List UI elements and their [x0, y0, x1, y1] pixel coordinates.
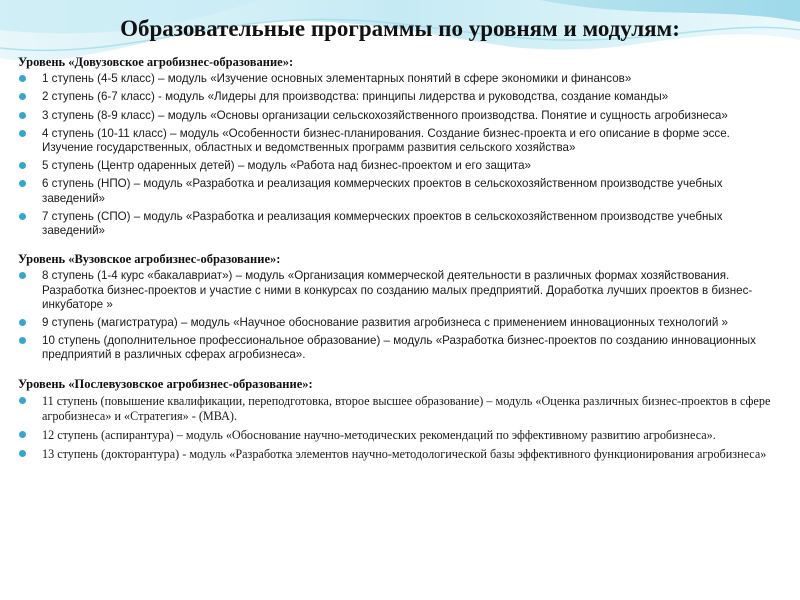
level-university: [15, 252, 775, 362]
list-item: [15, 334, 775, 362]
list-item: [15, 127, 775, 155]
bullet-icon: [19, 431, 26, 438]
bullet-icon: [19, 130, 26, 137]
level-heading: Уровень «Вузовское агробизнес-образование»:: [18, 252, 281, 267]
list-item-text: 6 ступень (НПО) – модуль «Разработка и реализация коммерческих проектов в сельскохозяйственном производстве учебных заведений»: [42, 177, 723, 205]
list-item-text: 1 ступень (4-5 класс) – модуль «Изучение основных элементарных понятий в сфере экономики и финансов»: [42, 72, 632, 86]
bullet-icon: [19, 162, 26, 169]
list-item: [15, 72, 775, 86]
level-preuniversity: [15, 55, 775, 238]
page-title: Образовательные программы по уровням и модулям:: [120, 16, 680, 41]
level-item-list: [15, 394, 775, 463]
document-body: [15, 55, 775, 467]
level-postgraduate: [15, 377, 775, 463]
bullet-icon: [19, 75, 26, 82]
list-item-text: 2 ступень (6-7 класс) - модуль «Лидеры для производства: принципы лидерства и руководства, создание команды»: [42, 90, 669, 104]
list-item: [15, 177, 775, 205]
bullet-icon: [19, 397, 26, 404]
list-item-text: 7 ступень (СПО) – модуль «Разработка и реализация коммерческих проектов в сельскохозяйственном производстве учебных заведений»: [42, 209, 723, 238]
bullet-icon: [19, 319, 26, 326]
bullet-icon: [19, 112, 26, 119]
list-item-text: 4 ступень (10-11 класс) – модуль «Особенности бизнес-планирования. Создание бизнес-проекта и его описание в форме эссе. Изучение государственных, областных и ведомственных программ развития сельского хозяйства»: [42, 126, 730, 155]
bullet-icon: [19, 450, 26, 457]
list-item: [15, 90, 775, 104]
list-item-text: 9 ступень (магистратура) – модуль «Научное обоснование развития агробизнеса с применением инновационных технологий »: [42, 316, 728, 330]
level-item-list: [15, 72, 775, 238]
list-item-text: 12 ступень (аспирантура) – модуль «Обоснование научно-методических рекомендаций по эффективному развитию агробизнеса».: [42, 428, 716, 443]
list-item-text: 3 ступень (8-9 класс) – модуль «Основы организации сельскохозяйственного производства. Понятие и сущность агробизнеса»: [42, 108, 728, 122]
bullet-icon: [19, 180, 26, 187]
bullet-icon: [19, 272, 26, 279]
list-item: [15, 394, 775, 424]
level-heading: Уровень «Послевузовское агробизнес-образование»:: [18, 376, 313, 391]
level-heading: Уровень «Довузовское агробизнес-образование»:: [18, 55, 294, 69]
list-item-text: 11 ступень (повышение квалификации, переподготовка, второе высшее образование) – модуль «Оценка различных бизнес-проектов в сфере агробизнеса» и «Стратегия» - (МВА).: [42, 393, 771, 424]
list-item-text: 8 ступень (1-4 курс «бакалавриат») – модуль «Организация коммерческой деятельности в различных формах хозяйствования. Разработка бизнес-проектов и участие с ними в конкурсах по созданию малых предприятий. Доработка лучших проектов в бизнес-инкубаторе »: [42, 269, 753, 311]
list-item: [15, 109, 775, 123]
list-item-text: 5 ступень (Центр одаренных детей) – модуль «Работа над бизнес-проектом и его защита»: [42, 159, 531, 173]
list-item: [15, 316, 775, 330]
level-item-list: [15, 269, 775, 362]
list-item-text: 10 ступень (дополнительное профессиональное образование) – модуль «Разработка бизнес-проектов по созданию инновационных предприятий в различных сферах агробизнеса».: [42, 334, 756, 362]
list-item: [15, 210, 775, 238]
list-item: [15, 269, 775, 312]
bullet-icon: [19, 337, 26, 344]
list-item: [15, 428, 775, 443]
list-item: [15, 159, 775, 173]
bullet-icon: [19, 213, 26, 220]
list-item-text: 13 ступень (докторантура) - модуль «Разработка элементов научно-методологической базы эффективного функционирования агробизнеса»: [42, 447, 767, 462]
bullet-icon: [19, 93, 26, 100]
list-item: [15, 447, 775, 462]
